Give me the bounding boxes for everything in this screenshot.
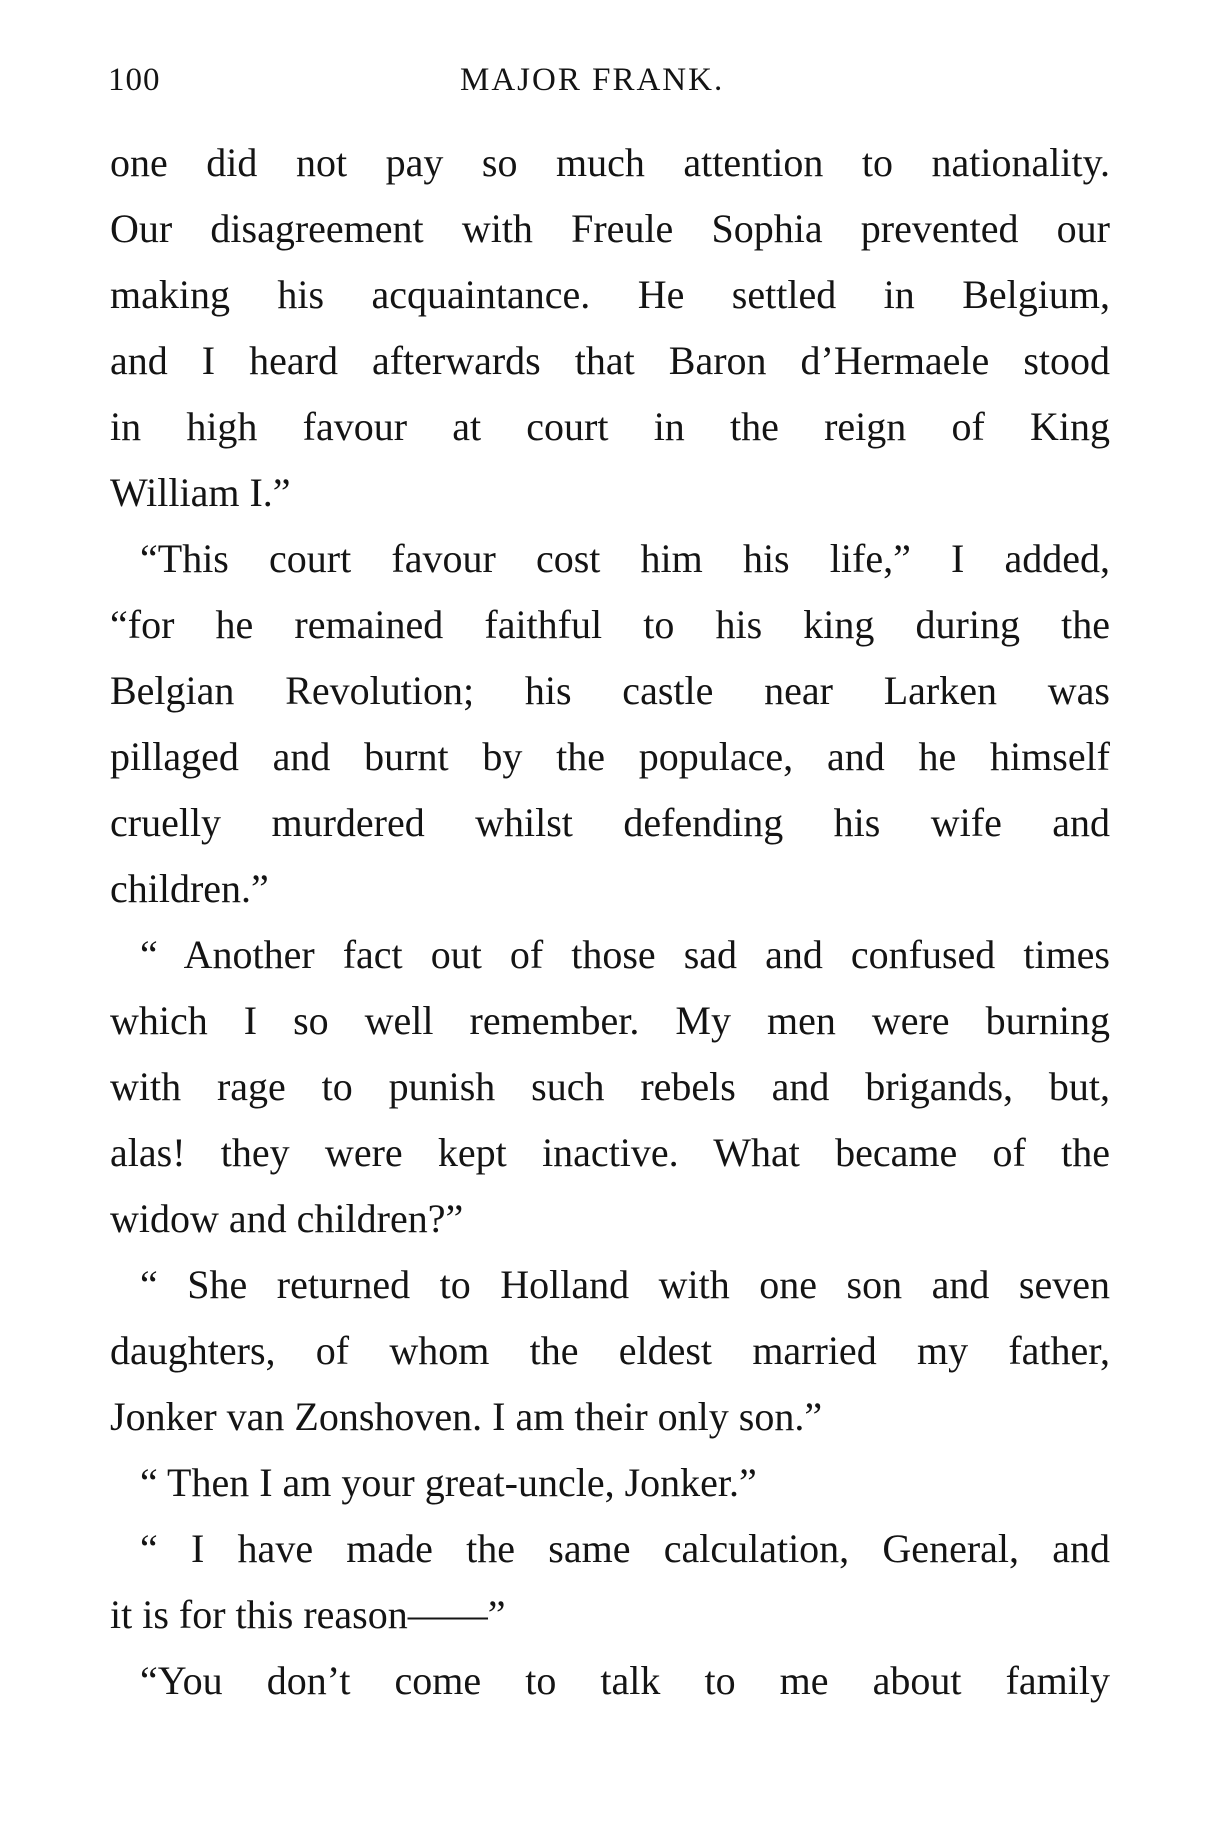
text-line: William I.” <box>110 470 291 515</box>
text-line: pillaged and burnt by the populace, and he himself <box>110 734 1110 779</box>
text-line: and I heard afterwards that Baron d’Hermaele stood <box>110 338 1110 383</box>
text-line: “ She returned to Holland with one son and seven <box>140 1262 1110 1307</box>
text-line: “ Another fact out of those sad and confused times <box>140 932 1110 977</box>
text-line: “This court favour cost him his life,” I added, <box>140 536 1110 581</box>
text-line: “ Then I am your great-uncle, Jonker.” <box>140 1460 757 1505</box>
text-line: cruelly murdered whilst defending his wife and <box>110 800 1110 845</box>
body-text <box>110 140 1110 1724</box>
text-line: Jonker van Zonshoven. I am their only son.” <box>110 1394 823 1439</box>
text-line: widow and children?” <box>110 1196 464 1241</box>
text-line: making his acquaintance. He settled in Belgium, <box>110 272 1110 317</box>
text-line: one did not pay so much attention to nationality. <box>110 140 1110 185</box>
text-line: Our disagreement with Freule Sophia prevented our <box>110 206 1110 251</box>
running-title: MAJOR FRANK. <box>460 62 725 98</box>
text-line: “for he remained faithful to his king during the <box>110 602 1110 647</box>
text-line: “ I have made the same calculation, General, and <box>140 1526 1110 1571</box>
text-line: “You don’t come to talk to me about family <box>140 1658 1110 1703</box>
text-line: it is for this reason——” <box>110 1592 506 1637</box>
text-line: daughters, of whom the eldest married my father, <box>110 1328 1110 1373</box>
text-line: alas! they were kept inactive. What became of the <box>110 1130 1110 1175</box>
text-line: in high favour at court in the reign of King <box>110 404 1110 449</box>
text-line: Belgian Revolution; his castle near Larken was <box>110 668 1110 713</box>
running-head <box>108 62 1108 102</box>
text-line: with rage to punish such rebels and brigands, but, <box>110 1064 1110 1109</box>
page-number: 100 <box>108 62 161 98</box>
text-line: children.” <box>110 866 269 911</box>
text-line: which I so well remember. My men were burning <box>110 998 1110 1043</box>
